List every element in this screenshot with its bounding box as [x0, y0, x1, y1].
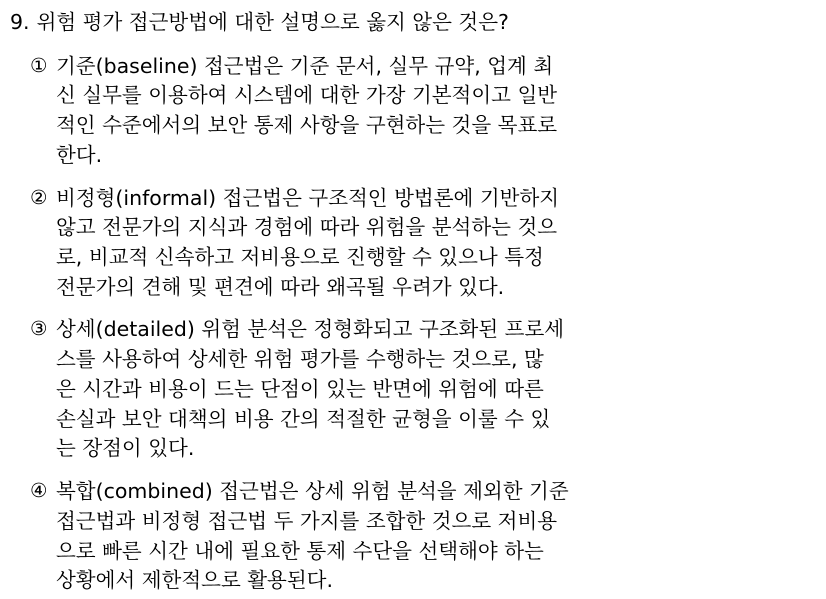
question-number: 9. [10, 10, 30, 34]
choice-line: 적인 수준에서의 보안 통제 사항을 구현하는 것을 목표로 [56, 113, 558, 138]
choice-marker-2: ② [30, 185, 48, 209]
choice-option-1[interactable] [10, 52, 816, 171]
choice-line: 접근법과 비정형 접근법 두 가지를 조합한 것으로 저비용 [56, 508, 558, 533]
choice-line: 않고 전문가의 지식과 경험에 따라 위험을 분석하는 것으 [56, 215, 558, 240]
choice-list [10, 52, 816, 596]
choice-marker-4: ④ [30, 479, 48, 503]
choice-line: 손실과 보안 대책의 비용 간의 적절한 균형을 이룰 수 있 [56, 406, 551, 431]
question-text: 위험 평가 접근방법에 대한 설명으로 옳지 않은 것은? [36, 10, 509, 34]
choice-line: 로, 비교적 신속하고 저비용으로 진행할 수 있으나 특정 [56, 245, 544, 270]
choice-option-2[interactable] [10, 184, 816, 303]
choice-line: 상세(detailed) 위험 분석은 정형화되고 구조화된 프로세 [56, 317, 565, 342]
choice-marker-3: ③ [30, 317, 48, 341]
choice-marker-1: ① [30, 53, 48, 77]
choice-text-1 [56, 52, 676, 171]
choice-line: 기준(baseline) 접근법은 기준 문서, 실무 규약, 업계 최 [56, 53, 554, 78]
choice-line: 는 장점이 있다. [56, 436, 195, 461]
choice-line: 전문가의 견해 및 편견에 따라 왜곡될 우려가 있다. [56, 274, 505, 299]
choice-line: 상황에서 제한적으로 활용된다. [56, 568, 333, 593]
choice-line: 스를 사용하여 상세한 위험 평가를 수행하는 것으로, 많 [56, 347, 544, 372]
choice-line: 한다. [56, 142, 103, 167]
choice-line: 복합(combined) 접근법은 상세 위험 분석을 제외한 기준 [56, 479, 569, 504]
choice-text-4 [56, 477, 676, 596]
choice-text-3 [56, 315, 676, 464]
choice-option-3[interactable] [10, 315, 816, 464]
choice-line: 비정형(informal) 접근법은 구조적인 방법론에 기반하지 [56, 185, 560, 210]
choice-line: 신 실무를 이용하여 시스템에 대한 가장 기본적이고 일반 [56, 83, 558, 108]
choice-text-2 [56, 184, 676, 303]
choice-line: 으로 빠른 시간 내에 필요한 통제 수단을 선택해야 하는 [56, 538, 544, 563]
choice-line: 은 시간과 비용이 드는 단점이 있는 반면에 위험에 따른 [56, 376, 544, 401]
question-stem [10, 8, 816, 38]
choice-option-4[interactable] [10, 477, 816, 596]
